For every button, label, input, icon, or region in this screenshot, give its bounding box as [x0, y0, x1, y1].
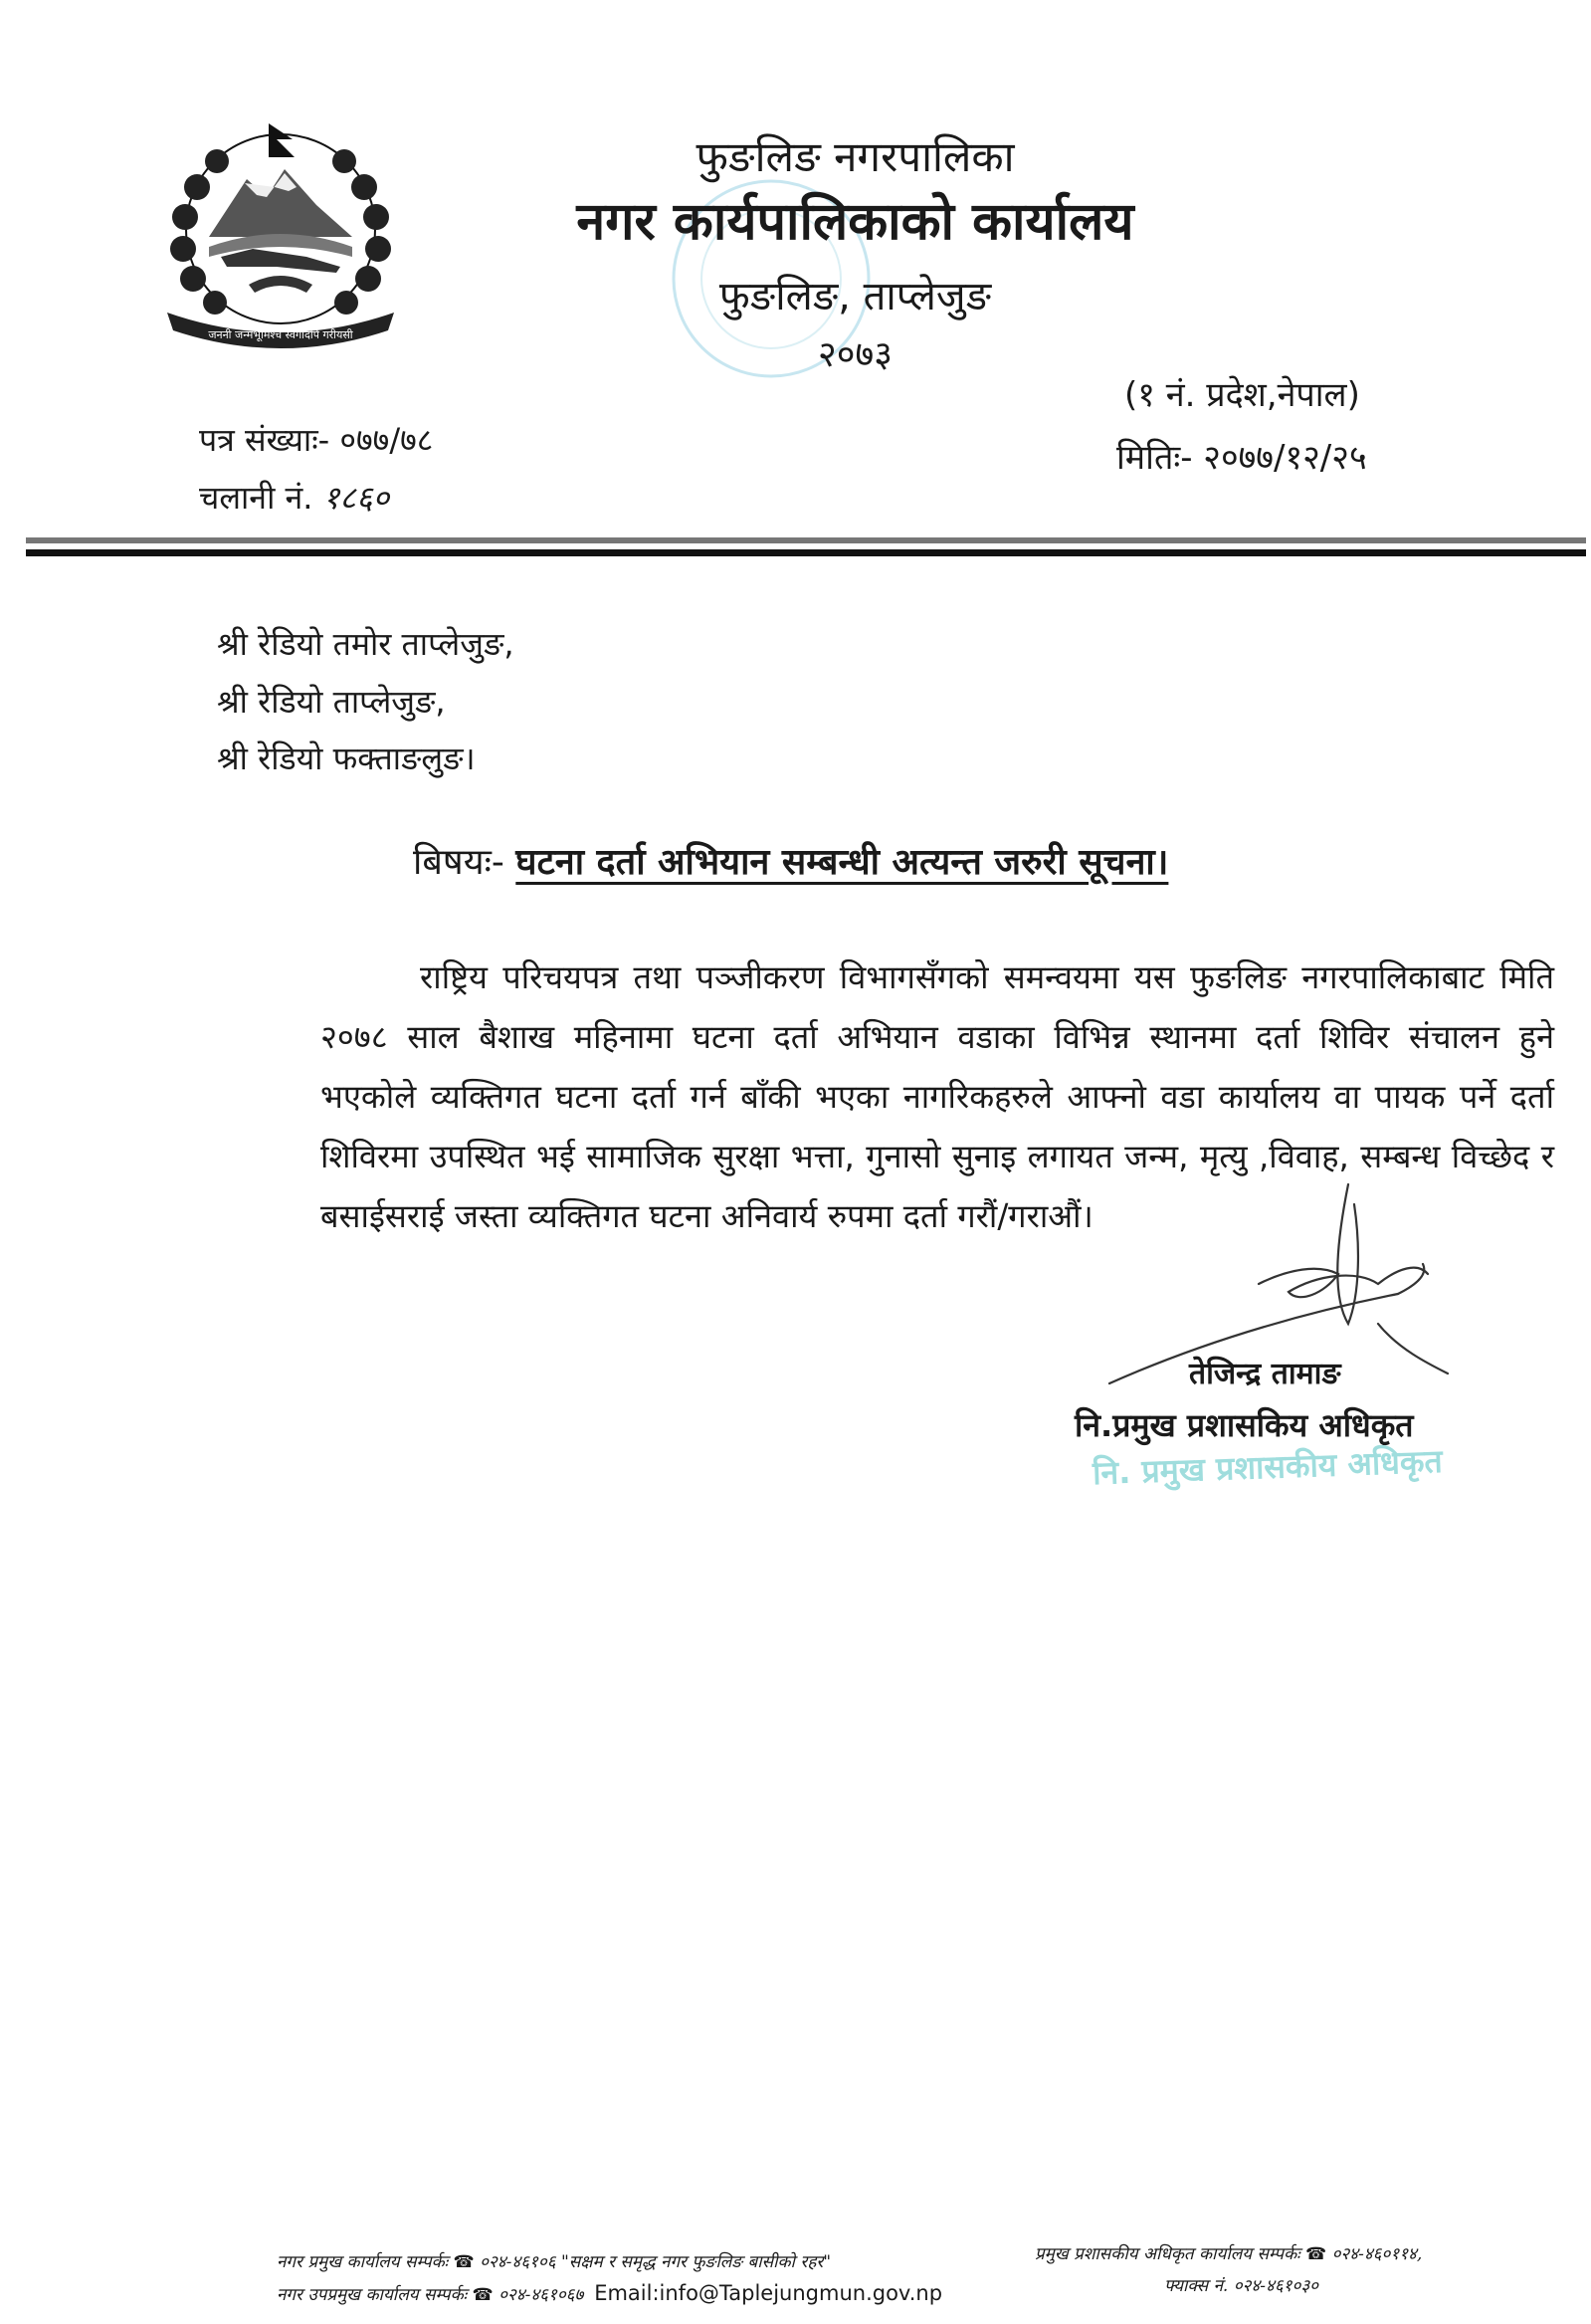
- subject-label: बिषयः-: [413, 842, 504, 883]
- signature-stamp: नि. प्रमुख प्रशासकीय अधिकृत: [1092, 1441, 1444, 1493]
- body-line: राष्ट्रिय परिचयपत्र तथा पञ्जीकरण विभागसँगको समन्वयमा यस फुङलिङ नगरपालिकाबाट मिति: [420, 958, 1554, 996]
- addressee-3: श्री रेडियो फक्ताङलुङ।: [217, 739, 476, 777]
- deputy-phone: ०२४-४६१०६७: [498, 2285, 584, 2305]
- footer-mayor-line: [277, 2249, 831, 2272]
- established-year: २०७३: [818, 334, 893, 375]
- phone-icon: ☎: [1304, 2244, 1327, 2264]
- phone-icon: ☎: [472, 2285, 494, 2305]
- footer-fax: फ्याक्स नं. ०२४-४६१०३०: [1164, 2276, 1319, 2296]
- mayor-phone: ०२४-४६१०६: [480, 2252, 556, 2272]
- body-line: शिविरमा उपस्थित भई सामाजिक सुरक्षा भत्ता, गुनासो सुनाइ लगायत जन्म, मृत्यु ,विवाह, सम्बन्ध विच्छेद र: [320, 1138, 1554, 1175]
- footer-cao-line: [1035, 2241, 1422, 2264]
- office-location: फुङलिङ, ताप्लेजुङ: [718, 274, 992, 319]
- footer-email: Email:info@Taplejungmun.gov.np: [594, 2281, 943, 2305]
- office-name: नगर कार्यपालिकाको कार्यालय: [576, 192, 1134, 252]
- letter-date: मितिः- २०७७/१२/२५: [1116, 438, 1367, 478]
- deputy-contact-label: नगर उपप्रमुख कार्यालय सम्पर्कः: [277, 2285, 468, 2305]
- municipality-name: फुङलिङ नगरपालिका: [696, 132, 1015, 181]
- subject-line: [413, 836, 1168, 885]
- dispatch-label: चलानी नं.: [199, 479, 313, 517]
- header-rule-thin: [26, 537, 1586, 543]
- signer-title: नि.प्रमुख प्रशासकिय अधिकृत: [1075, 1406, 1414, 1444]
- cao-contact-label: प्रमुख प्रशासकीय अधिकृत कार्यालय सम्पर्कः: [1035, 2244, 1300, 2264]
- addressee-1: श्री रेडियो तमोर ताप्लेजुङ,: [217, 625, 514, 663]
- body-line: भएकोले व्यक्तिगत घटना दर्ता गर्न बाँकी भएका नागरिकहरुले आफ्नो वडा कार्यालय वा पायक पर्ने दर्ता: [320, 1078, 1554, 1116]
- mayor-contact-label: नगर प्रमुख कार्यालय सम्पर्कः: [277, 2252, 449, 2272]
- phone-icon: ☎: [453, 2252, 475, 2272]
- body-line: बसाईसराई जस्ता व्यक्तिगत घटना अनिवार्य रुपमा दर्ता गरौं/गराऔं।: [320, 1197, 1094, 1235]
- footer-deputy-line: [277, 2281, 942, 2305]
- subject-text: घटना दर्ता अभियान सम्बन्धी अत्यन्त जरुरी सूचना।: [515, 842, 1169, 883]
- dispatch-number: [199, 476, 389, 519]
- province-label: (१ नं. प्रदेश,नेपाल): [1124, 375, 1360, 415]
- footer-slogan: "सक्षम र समृद्ध नगर फुङलिङ बासीको रहर": [560, 2252, 832, 2272]
- letter-number: पत्र संख्याः- ०७७/७८: [199, 421, 434, 459]
- signer-name: तेजिन्द्र तामाङ: [1189, 1357, 1341, 1391]
- dispatch-value: १८६०: [322, 479, 390, 517]
- addressee-2: श्री रेडियो ताप्लेजुङ,: [217, 683, 446, 721]
- cao-phone: ०२४-४६०११४,: [1331, 2244, 1423, 2264]
- body-line: २०७८ साल बैशाख महिनामा घटना दर्ता अभियान वडाका विभिन्न स्थानमा दर्ता शिविर संचालन हुने: [320, 1018, 1554, 1056]
- header-rule-thick: [26, 549, 1586, 556]
- emblem-motto: जननी जन्मभूमिश्च स्वर्गादपि गरीयसी: [208, 328, 353, 341]
